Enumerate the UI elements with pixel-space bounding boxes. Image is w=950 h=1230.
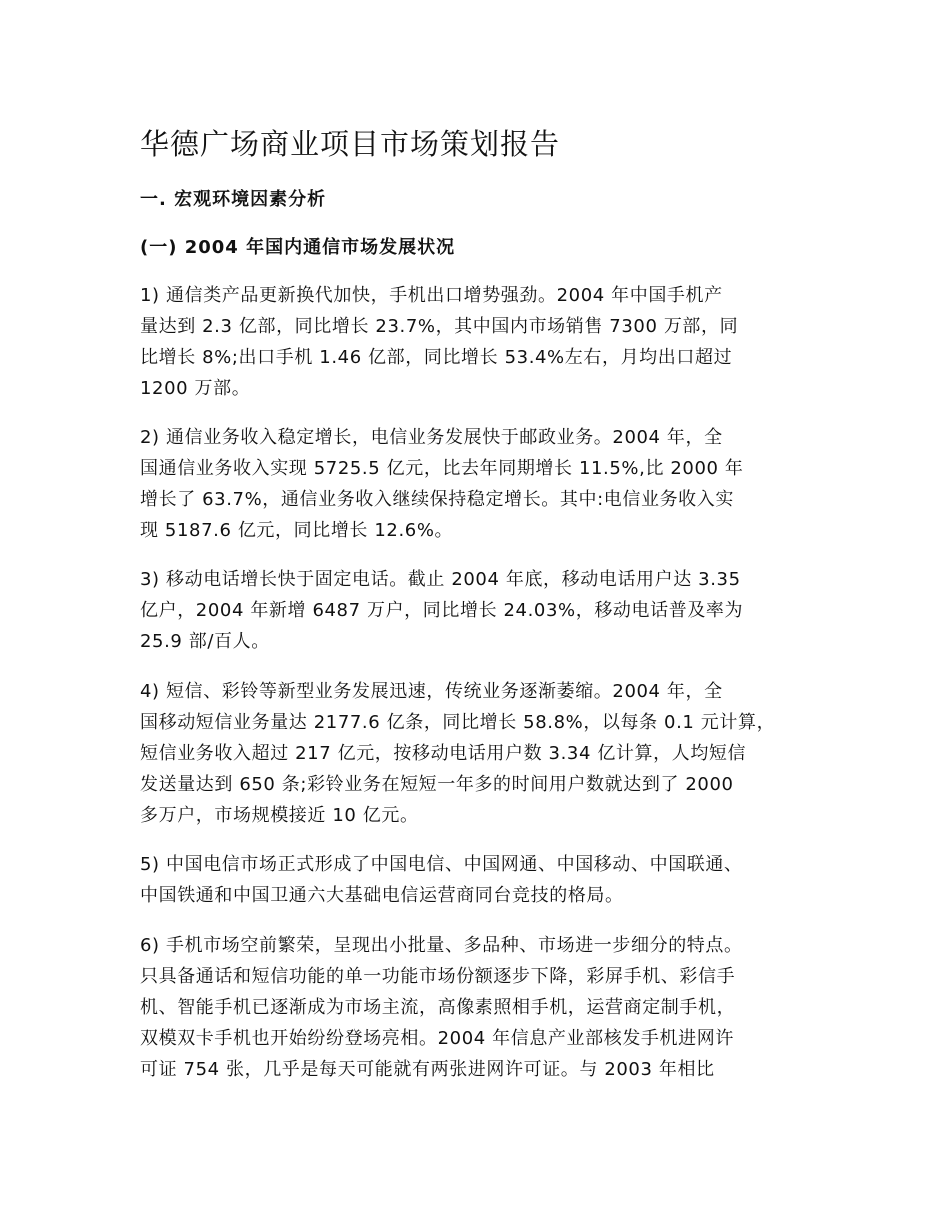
paragraph-line: 机、智能手机已逐渐成为市场主流，高像素照相手机，运营商定制手机， (140, 997, 736, 1018)
paragraph-line: 短信业务收入超过 217 亿元，按移动电话用户数 3.34 亿计算，人均短信 (140, 743, 747, 764)
paragraph-line: 3) 移动电话增长快于固定电话。截止 2004 年底，移动电话用户达 3.35 (140, 569, 741, 590)
paragraph-line: 25.9 部/百人。 (140, 631, 270, 652)
paragraph-line: 量达到 2.3 亿部，同比增长 23.7%，其中国内市场销售 7300 万部，同 (140, 316, 739, 337)
paragraph-line: 只具备通话和短信功能的单一功能市场份额逐步下降，彩屏手机、彩信手 (140, 966, 736, 987)
paragraph-line: 5) 中国电信市场正式形成了中国电信、中国网通、中国移动、中国联通、 (140, 854, 743, 875)
paragraph-line: 双模双卡手机也开始纷纷登场亮相。2004 年信息产业部核发手机进网许 (140, 1028, 734, 1049)
paragraph-mobile-growth (140, 564, 840, 657)
paragraph-line: 比增长 8%;出口手机 1.46 亿部，同比增长 53.4%左右，月均出口超过 (140, 347, 733, 368)
paragraph-line: 多万户，市场规模接近 10 亿元。 (140, 805, 419, 826)
section-heading: 一. 宏观环境因素分析 (140, 189, 327, 210)
paragraph-line: 可证 754 张，几乎是每天可能就有两张进网许可证。与 2003 年相比 (140, 1059, 715, 1080)
paragraph-operators (140, 849, 840, 911)
subsection-heading: (一) 2004 年国内通信市场发展状况 (140, 237, 456, 258)
paragraph-handset-market (140, 930, 840, 1085)
paragraph-phone-exports (140, 280, 840, 404)
paragraph-line: 发送量达到 650 条;彩铃业务在短短一年多的时间用户数就达到了 2000 (140, 774, 734, 795)
paragraph-line: 增长了 63.7%，通信业务收入继续保持稳定增长。其中:电信业务收入实 (140, 489, 734, 510)
paragraph-line: 国移动短信业务量达 2177.6 亿条，同比增长 58.8%，以每条 0.1 元计算， (140, 712, 776, 733)
paragraph-line: 2) 通信业务收入稳定增长，电信业务发展快于邮政业务。2004 年，全 (140, 427, 723, 448)
paragraph-line: 1200 万部。 (140, 378, 251, 399)
paragraph-sms-ringtones (140, 676, 840, 831)
document-title: 华德广场商业项目市场策划报告 (140, 127, 561, 161)
paragraph-line: 4) 短信、彩铃等新型业务发展迅速，传统业务逐渐萎缩。2004 年，全 (140, 681, 723, 702)
paragraph-line: 中国铁通和中国卫通六大基础电信运营商同台竞技的格局。 (140, 885, 624, 906)
paragraph-line: 1) 通信类产品更新换代加快，手机出口增势强劲。2004 年中国手机产 (140, 285, 723, 306)
paragraph-line: 国通信业务收入实现 5725.5 亿元，比去年同期增长 11.5%,比 2000 年 (140, 458, 744, 479)
paragraph-telecom-revenue (140, 422, 840, 546)
paragraph-line: 6) 手机市场空前繁荣，呈现出小批量、多品种、市场进一步细分的特点。 (140, 935, 743, 956)
paragraph-line: 现 5187.6 亿元，同比增长 12.6%。 (140, 520, 454, 541)
paragraph-line: 亿户，2004 年新增 6487 万户，同比增长 24.03%，移动电话普及率为 (140, 600, 744, 621)
